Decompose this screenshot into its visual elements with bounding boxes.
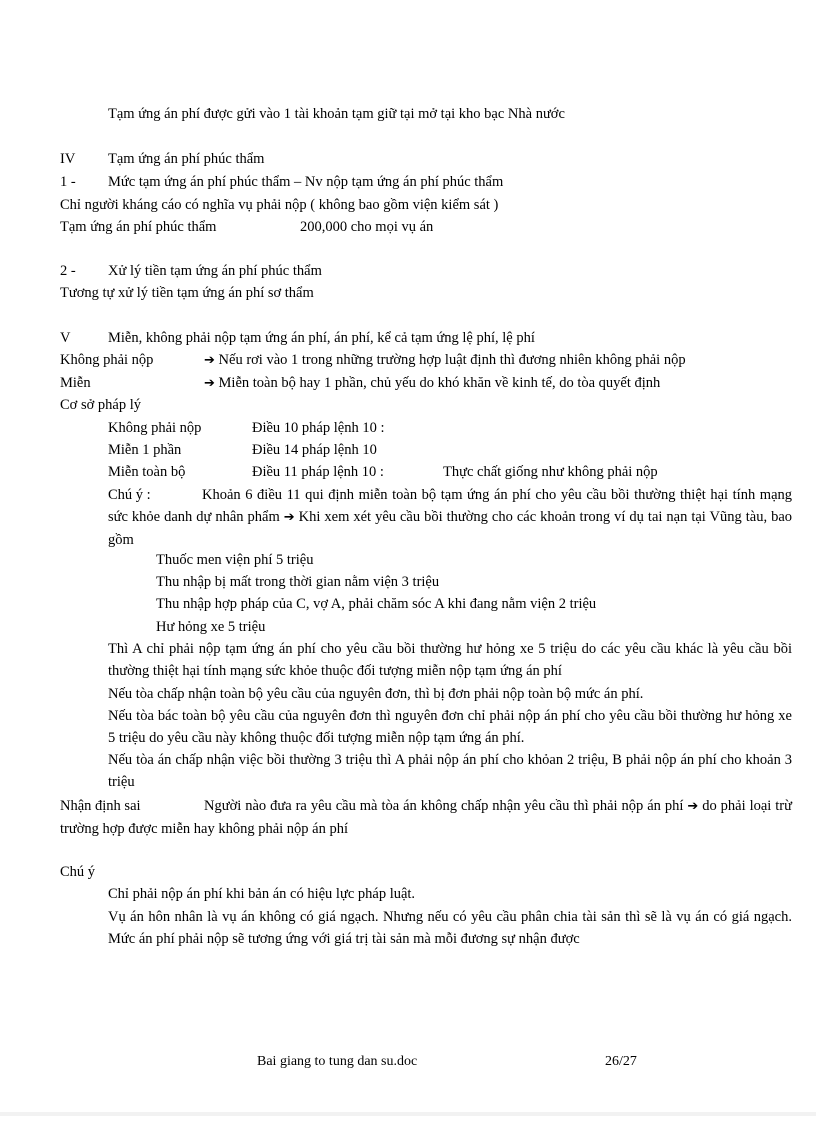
basis-note: Thực chất giống như không phải nộp <box>443 464 658 480</box>
chu-y-text-2: Khi xem xét yêu cầu bồi thường cho các khoản trong ví dụ tai nạn tại Vũng tàu, bao gồm <box>108 509 793 548</box>
nhan-dinh-text-2: do phải loại trừ trường hợp được miễn hay không phải nộp án phí <box>60 798 792 837</box>
item-2-number: 2 - <box>60 263 76 279</box>
khong-phai-nop-label: Không phải nộp <box>60 352 154 368</box>
item-1-line: Chỉ người kháng cáo có nghĩa vụ phải nộp ( không bao gồm viện kiểm sát ) <box>60 197 499 213</box>
mien-label: Miễn <box>60 375 91 391</box>
page-bottom-divider <box>0 1112 816 1116</box>
mien-text: Miễn toàn bộ hay 1 phần, chủ yếu do khó khăn về kinh tế, do tòa quyết định <box>218 375 661 391</box>
arrow-right-icon: ➔ <box>204 353 215 368</box>
item-1-title: Mức tạm ứng án phí phúc thẩm – Nv nộp tạm ứng án phí phúc thẩm <box>108 174 504 190</box>
arrow-right-icon: ➔ <box>204 376 215 391</box>
example-item: Thuốc men viện phí 5 triệu <box>156 552 314 568</box>
item-1-label: Tạm ứng án phí phúc thẩm <box>60 219 217 235</box>
section-v-title: Miễn, không phải nộp tạm ứng án phí, án phí, kể cả tạm ứng lệ phí, lệ phí <box>108 330 535 346</box>
chu-y-paragraph <box>108 484 792 551</box>
chu-y-section-label: Chú ý <box>60 864 96 880</box>
footer-filename: Bai giang to tung dan su.doc <box>257 1054 418 1069</box>
paragraph-3: Nếu tòa bác toàn bộ yêu cầu của nguyên đơn thì nguyên đơn chỉ phải nộp án phí cho yêu cầu bồi thường hư hỏng xe 5 triệu do yêu cầu này không thuộc đối tượng miễn nộp tạm ứng án phí. <box>108 708 792 746</box>
khong-phai-nop-row <box>204 350 686 371</box>
section-v-number: V <box>60 330 71 346</box>
example-item: Thu nhập hợp pháp của C, vợ A, phải chăm sóc A khi đang nằm viện 2 triệu <box>156 596 597 612</box>
chu-y-line: Chỉ phải nộp án phí khi bản án có hiệu lực pháp luật. <box>108 886 416 902</box>
basis-label: Miễn 1 phần <box>108 442 182 458</box>
nhan-dinh-text: Người nào đưa ra yêu cầu mà tòa án không chấp nhận yêu cầu thì phải nộp án phí <box>204 798 684 814</box>
chu-y-label: Chú ý : <box>108 487 151 503</box>
basis-label: Miễn toàn bộ <box>108 464 186 480</box>
basis-law: Điều 10 pháp lệnh 10 : <box>252 420 385 436</box>
mien-row <box>204 373 660 394</box>
item-1-value: 200,000 cho mọi vụ án <box>300 219 434 235</box>
item-2-title: Xử lý tiền tạm ứng án phí phúc thẩm <box>108 263 322 279</box>
example-item: Thu nhập bị mất trong thời gian nằm viện 3 triệu <box>156 574 440 590</box>
section-iv-number: IV <box>60 151 76 167</box>
khong-phai-nop-text: Nếu rơi vào 1 trong những trường hợp luật định thì đương nhiên không phải nộp <box>218 352 686 368</box>
paragraph-1: Thì A chỉ phải nộp tạm ứng án phí cho yêu cầu bồi thường hư hỏng xe 5 triệu do các yêu cầu khác là yêu cầu bồi thường thiệt hại tính mạng sức khỏe thuộc đối tượng miễn nộp tạm ứng án phí <box>108 641 792 679</box>
arrow-right-icon: ➔ <box>283 510 295 525</box>
section-iv-title: Tạm ứng án phí phúc thẩm <box>108 151 265 167</box>
paragraph-4: Nếu tòa án chấp nhận việc bồi thường 3 triệu thì A phải nộp án phí cho khỏan 2 triệu, B phải nộp án phí cho khoản 3 triệu <box>108 752 792 790</box>
co-so-phap-ly-label: Cơ sở pháp lý <box>60 397 141 413</box>
intro-line: Tạm ứng án phí được gửi vào 1 tài khoản tạm giữ tại mở tại kho bạc Nhà nước <box>108 106 565 122</box>
item-1-number: 1 - <box>60 174 76 190</box>
basis-law: Điều 14 pháp lệnh 10 <box>252 442 377 458</box>
item-2-line: Tương tự xử lý tiền tạm ứng án phí sơ thẩm <box>60 285 314 301</box>
footer-page-number: 26/27 <box>605 1054 637 1069</box>
chu-y-paragraph-2: Vụ án hôn nhân là vụ án không có giá ngạch. Nhưng nếu có yêu cầu phân chia tài sản thì sẽ là vụ án có giá ngạch. Mức án phí phải nộp sẽ tương ứng với giá trị tài sản mà mỗi đương sự nhận được <box>108 909 792 947</box>
chu-y-text: Khoản 6 điều 11 qui định miễn toàn bộ tạm ứng án phí cho yêu cầu bồi thường thiệt hại tính mạng sức khỏe danh dự nhân phẩm <box>108 487 792 525</box>
basis-law: Điều 11 pháp lệnh 10 : <box>252 464 384 480</box>
paragraph-2: Nếu tòa chấp nhận toàn bộ yêu cầu của nguyên đơn, thì bị đơn phải nộp toàn bộ mức án phí. <box>108 686 644 702</box>
nhan-dinh-paragraph <box>60 795 792 840</box>
arrow-right-icon: ➔ <box>687 799 699 814</box>
nhan-dinh-label: Nhận định sai <box>60 798 141 814</box>
basis-label: Không phải nộp <box>108 420 202 436</box>
example-item: Hư hỏng xe 5 triệu <box>156 619 266 635</box>
